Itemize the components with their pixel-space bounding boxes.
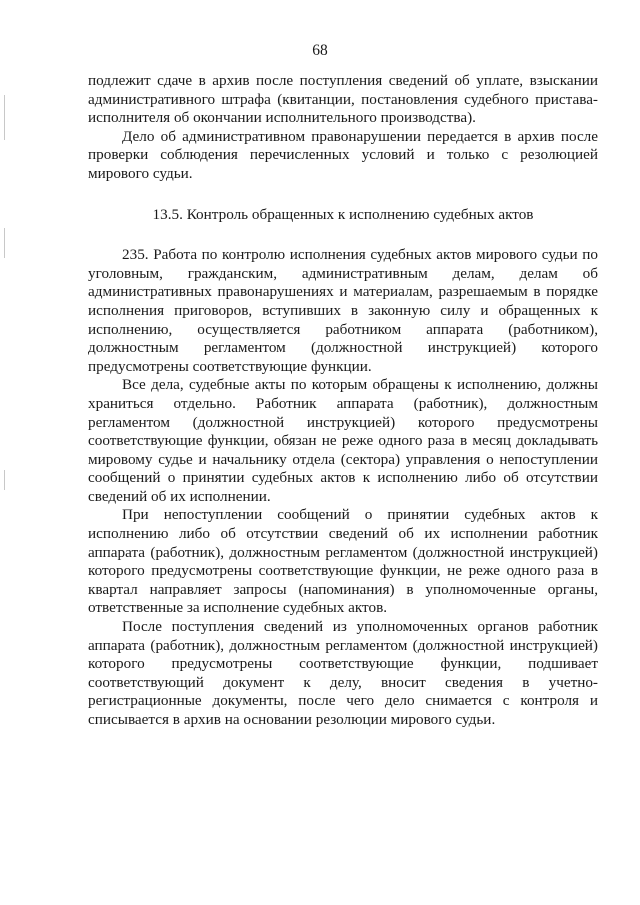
paragraph: Дело об административном правонарушении передается в архив после проверки соблюдения перечисленных условий и только с резолюцией мирового судьи. [88,127,598,182]
paragraph: 235. Работа по контролю исполнения судебных актов мирового судьи по уголовным, гражданским, административным делам, делам об административных правонарушениях и материалам, разрешаемым в порядке исполнения приговоров, вступивших в законную силу и обращенных к исполнению, осуществляется работником аппарата (работником), должностным регламентом (должностной инструкцией) которого предусмотрены соответствующие функции. [88,246,598,375]
paragraph: подлежит сдаче в архив после поступления сведений об уплате, взыскании административного штрафа (квитанции, постановления судебного пристава-исполнителя об окончании исполнительного производства). [88,72,598,127]
scan-edge-mark [4,95,5,140]
paragraph: Все дела, судебные акты по которым обращены к исполнению, должны храниться отдельно. Работник аппарата (работник), должностным регламентом (должностной инструкцией) которого предусмотрены соответствующие функции, обязан не реже одного раза в месяц докладывать мировому судье и начальнику отдела (сектора) управления о непоступлении сообщений о принятии судебных актов к исполнению либо об отсутствии сведений об их исполнении. [88,376,598,505]
scan-edge-mark [4,228,5,258]
paragraph: После поступления сведений из уполномоченных органов работник аппарата (работник), должностным регламентом (должностной инструкцией) которого предусмотрены соответствующие функции, подшивает соответствующий документ к делу, вносит сведения в учетно-регистрационные документы, после чего дело снимается с контроля и списывается в архив на основании резолюции мирового судьи. [88,618,598,728]
scan-edge-mark [4,470,5,490]
document-body [88,72,598,730]
paragraph: При непоступлении сообщений о принятии судебных актов к исполнению либо об отсутствии сведений об их исполнении работник аппарата (работник), должностным регламентом (должностной инструкцией) которого предусмотрены соответствующие функции, не реже одного раза в квартал направляет запросы (напоминания) в уполномоченные органы, ответственные за исполнение судебных актов. [88,506,598,617]
section-heading: 13.5. Контроль обращенных к исполнению судебных актов [152,205,534,223]
page-number: 68 [312,42,328,59]
